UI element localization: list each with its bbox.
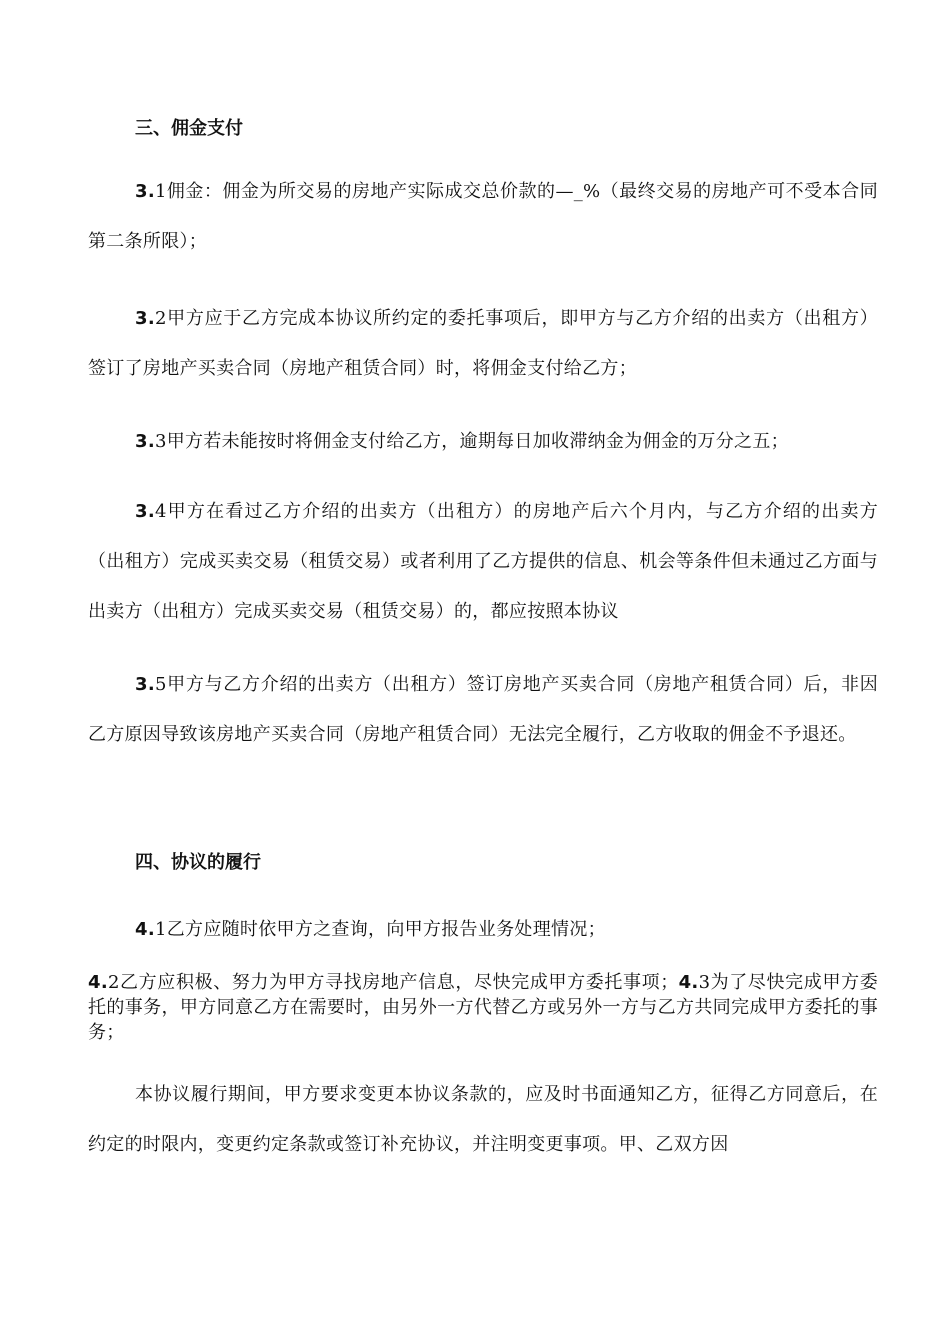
clause-3-5 bbox=[88, 660, 878, 760]
clause-4-2-4-3 bbox=[88, 970, 878, 1045]
clause-text: 4甲方在看过乙方介绍的出卖方（出租方）的房地产后六个月内，与乙方介绍的出卖方（出租方）完成买卖交易（租赁交易）或者利用了乙方提供的信息、机会等条件但未通过乙方面与出卖方（出租方）完成买卖交易（租赁交易）的，都应按照本协议 bbox=[88, 501, 878, 622]
clause-text: 2乙方应积极、努力为甲方寻找房地产信息，尽快完成甲方委托事项； bbox=[107, 972, 679, 993]
clause-number: 3. bbox=[135, 501, 155, 522]
clause-number: 3. bbox=[135, 308, 155, 329]
clause-text: 1佣金：佣金为所交易的房地产实际成交总价款的—_%（最终交易的房地产可不受本合同第二条所限）； bbox=[88, 181, 878, 252]
clause-number: 4. bbox=[135, 919, 155, 940]
section-3-heading: 三、佣金支付 bbox=[135, 118, 243, 139]
clause-3-3 bbox=[88, 417, 878, 467]
clause-text: 5甲方与乙方介绍的出卖方（出租方）签订房地产买卖合同（房地产租赁合同）后，非因乙方原因导致该房地产买卖合同（房地产租赁合同）无法完全履行，乙方收取的佣金不予退还。 bbox=[88, 674, 878, 745]
clause-number: 3. bbox=[135, 674, 155, 695]
clause-4-1 bbox=[88, 905, 878, 955]
clause-3-4 bbox=[88, 487, 878, 637]
clause-number: 4. bbox=[678, 972, 699, 993]
clause-3-1 bbox=[88, 167, 878, 267]
clause-text: 3为了尽快完成甲方委托的事务，甲方同意乙方在需要时，由另外一方代替乙方或另外一方与乙方共同完成甲方委托的事务； bbox=[88, 972, 878, 1043]
clause-3-2 bbox=[88, 294, 878, 394]
closing-paragraph: 本协议履行期间，甲方要求变更本协议条款的，应及时书面通知乙方，征得乙方同意后，在约定的时限内，变更约定条款或签订补充协议，并注明变更事项。甲、乙双方因 bbox=[88, 1084, 878, 1155]
clause-number: 3. bbox=[135, 181, 155, 202]
clause-text: 3甲方若未能按时将佣金支付给乙方，逾期每日加收滞纳金为佣金的万分之五； bbox=[154, 431, 789, 452]
section-4-heading: 四、协议的履行 bbox=[135, 852, 261, 873]
clause-number: 4. bbox=[88, 972, 108, 993]
clause-text: 2甲方应于乙方完成本协议所约定的委托事项后，即甲方与乙方介绍的出卖方（出租方）签订了房地产买卖合同（房地产租赁合同）时，将佣金支付给乙方； bbox=[88, 308, 878, 379]
clause-text: 1乙方应随时依甲方之查询，向甲方报告业务处理情况； bbox=[154, 919, 606, 940]
clause-number: 3. bbox=[135, 431, 155, 452]
